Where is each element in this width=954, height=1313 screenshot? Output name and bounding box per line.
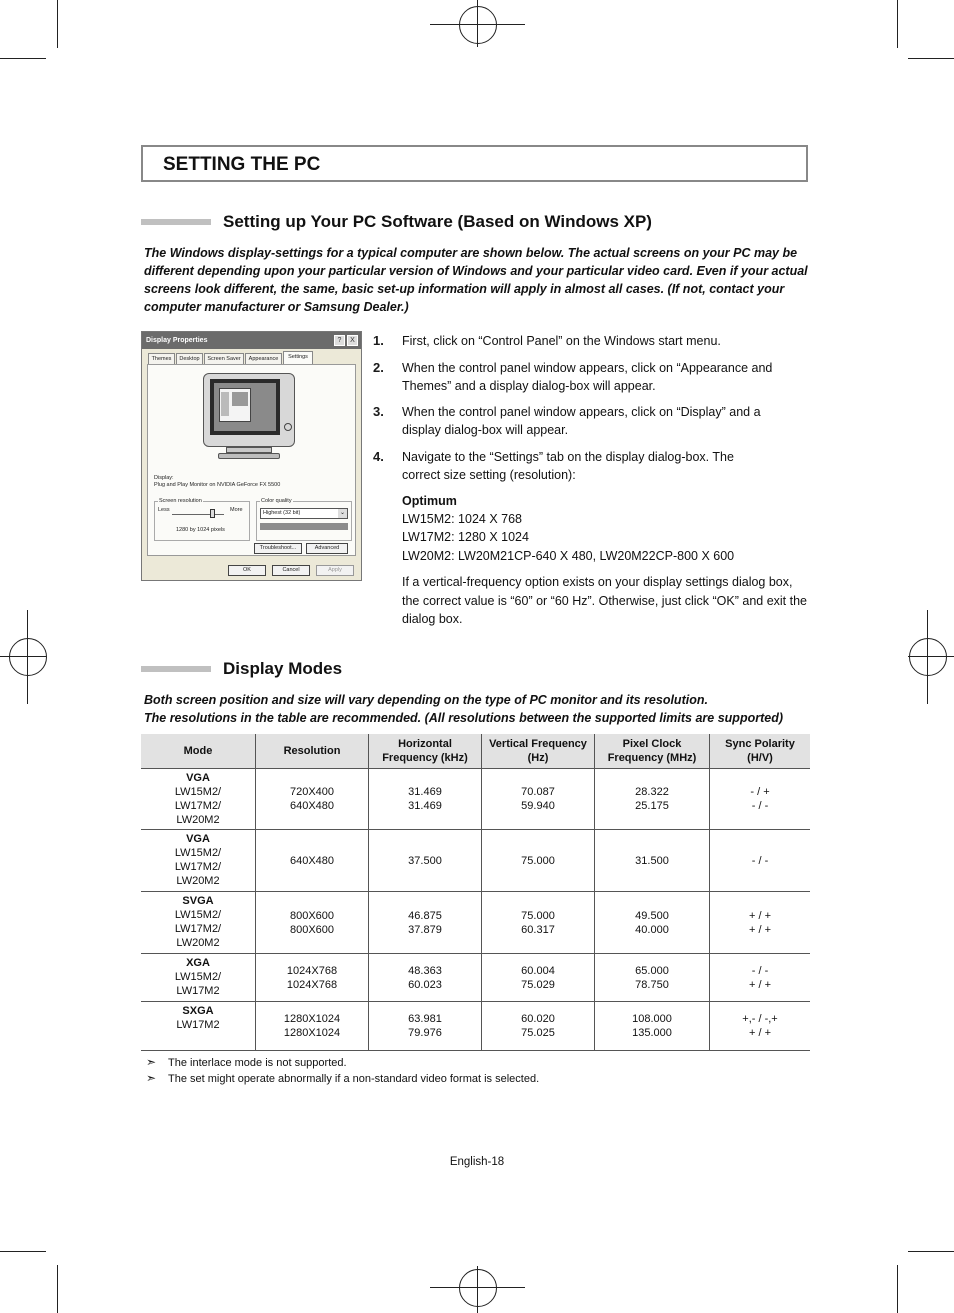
mode-name: VGA	[186, 833, 210, 845]
section-intro: The resolutions in the table are recommended. (All resolutions between the supported limits are supported)	[144, 711, 783, 725]
section-intro: The Windows display-settings for a typical computer are shown below. The actual screens on your PC may be different depending upon your particular version of Windows and your particular video card. Even if your actual screens look different, the same, basic set-up information will apply in almost all cases. (If not, contact your computer manufacturer or Samsung Dealer.)	[144, 246, 808, 314]
crop-mark	[57, 1265, 58, 1313]
column-header: Sync Polarity (H/V)	[710, 734, 811, 769]
step-text: First, click on “Control Panel” on the Windows start menu.	[402, 334, 721, 348]
less-label: Less	[158, 507, 170, 513]
tab-settings[interactable]: Settings	[283, 351, 313, 364]
display-value: Plug and Play Monitor on NVIDIA GeForce FX 5500	[154, 482, 281, 488]
crop-mark	[897, 1265, 898, 1313]
mode-cell	[141, 830, 256, 892]
crop-mark	[908, 58, 954, 59]
horizontal-frequency-cell: 46.875 37.879	[369, 892, 482, 954]
arrow-bullet-icon: ➣	[146, 1071, 157, 1085]
column-header: Pixel Clock Frequency (MHz)	[595, 734, 710, 769]
pixel-clock-cell: 28.322 25.175	[595, 769, 710, 830]
color-bar	[260, 523, 348, 530]
sync-polarity-cell: - / -	[710, 830, 811, 892]
vertical-frequency-cell: 60.020 75.025	[482, 1002, 595, 1051]
vertical-frequency-cell: 70.087 59.940	[482, 769, 595, 830]
section-heading-pc-software: Setting up Your PC Software (Based on Windows XP)	[223, 212, 652, 231]
color-quality-select[interactable]	[260, 508, 348, 519]
display-label: Display:	[154, 475, 174, 481]
dialog-title: Display Properties	[142, 332, 361, 349]
mode-name: XGA	[186, 957, 210, 969]
resolution-cell: 1024X768 1024X768	[256, 954, 369, 1002]
page-title-box	[141, 145, 808, 182]
table-row	[141, 892, 810, 954]
column-header: Horizontal Frequency (kHz)	[369, 734, 482, 769]
mode-name: SVGA	[182, 895, 214, 907]
chevron-down-icon[interactable]: ⌄	[339, 510, 346, 516]
column-header: Mode	[141, 734, 256, 769]
crop-mark	[0, 58, 46, 59]
page-footer: English-18	[449, 1156, 505, 1168]
horizontal-frequency-cell: 63.981 79.976	[369, 1002, 482, 1051]
vertical-frequency-cell: 75.000 60.317	[482, 892, 595, 954]
troubleshoot-button[interactable]: Troubleshoot...	[254, 543, 302, 554]
mode-models: LW15M2/ LW17M2/ LW20M2	[174, 909, 222, 949]
section-heading-display-modes: Display Modes	[223, 659, 343, 678]
vertical-frequency-cell: 60.004 75.029	[482, 954, 595, 1002]
optimum-label: Optimum	[402, 494, 457, 508]
tab-desktop[interactable]: Desktop	[176, 353, 203, 364]
mode-models: LW15M2/ LW17M2/ LW20M2	[174, 786, 222, 826]
mode-cell	[141, 892, 256, 954]
note-text: The interlace mode is not supported.	[168, 1057, 347, 1069]
mode-cell	[141, 769, 256, 830]
sync-polarity-cell: +,- / -,+ + / +	[710, 1002, 811, 1051]
screen-resolution-label: Screen resolution	[159, 498, 202, 504]
resolution-cell: 1280X1024 1280X1024	[256, 1002, 369, 1051]
page-title: SETTING THE PC	[163, 154, 321, 175]
tab-screen-saver[interactable]: Screen Saver	[204, 353, 244, 364]
note	[146, 1071, 539, 1085]
section-intro: Both screen position and size will vary depending on the type of PC monitor and its resolution.	[144, 693, 708, 707]
step-number: 4.	[373, 449, 384, 464]
table-header-row	[141, 734, 810, 769]
section-bar	[141, 666, 211, 672]
frequency-note: If a vertical-frequency option exists on your display settings dialog box, the correct value is “60” or “60 Hz”. Otherwise, just click “OK” and exit the dialog box.	[402, 575, 807, 626]
resolution-cell: 640X480	[256, 830, 369, 892]
mode-name: VGA	[186, 772, 210, 784]
optimum-line: LW17M2: 1280 X 1024	[402, 530, 529, 544]
table-row	[141, 1002, 810, 1051]
step-text: Navigate to the “Settings” tab on the display dialog-box. The correct size setting (resolution):	[402, 450, 734, 482]
ok-button[interactable]: OK	[228, 565, 266, 576]
column-header: Resolution	[256, 734, 369, 769]
resolution-cell: 720X400 640X480	[256, 769, 369, 830]
tab-themes[interactable]: Themes	[148, 353, 175, 364]
apply-button[interactable]: Apply	[316, 565, 354, 576]
note-text: The set might operate abnormally if a non-standard video format is selected.	[168, 1073, 540, 1085]
resolution-slider-thumb[interactable]	[210, 509, 215, 518]
sync-polarity-cell: + / + + / +	[710, 892, 811, 954]
color-quality-value: Highest (32 bit)	[263, 510, 301, 516]
resolution-slider-track[interactable]	[172, 514, 224, 515]
horizontal-frequency-cell: 48.363 60.023	[369, 954, 482, 1002]
pixel-clock-cell: 31.500	[595, 830, 710, 892]
help-button[interactable]: ?	[334, 335, 345, 346]
step-text: When the control panel window appears, click on “Display” and a display dialog-box will appear.	[402, 405, 761, 437]
crop-mark	[897, 0, 898, 48]
optimum-line: LW20M2: LW20M21CP-640 X 480, LW20M22CP-800 X 600	[402, 549, 735, 563]
mode-models: LW15M2/ LW17M2	[174, 971, 222, 997]
mode-name: SXGA	[182, 1005, 214, 1017]
mode-models: LW15M2/ LW17M2/ LW20M2	[174, 847, 222, 887]
arrow-bullet-icon: ➣	[146, 1055, 157, 1069]
pixel-clock-cell: 49.500 40.000	[595, 892, 710, 954]
horizontal-frequency-cell: 31.469 31.469	[369, 769, 482, 830]
crop-mark	[0, 1251, 46, 1252]
pixel-clock-cell: 108.000 135.000	[595, 1002, 710, 1051]
color-quality-label: Color quality	[261, 498, 292, 504]
mode-cell	[141, 954, 256, 1002]
cancel-button[interactable]: Cancel	[272, 565, 310, 576]
section-bar	[141, 219, 211, 225]
advanced-button[interactable]: Advanced	[306, 543, 348, 554]
mode-cell	[141, 1002, 256, 1051]
optimum-line: LW15M2: 1024 X 768	[402, 512, 522, 526]
table-row	[141, 830, 810, 892]
sync-polarity-cell: - / + - / -	[710, 769, 811, 830]
settings-panel	[147, 364, 356, 556]
mode-models: LW17M2	[176, 1019, 220, 1031]
resolution-value: 1280 by 1024 pixels	[176, 527, 225, 533]
table-row	[141, 954, 810, 1002]
tab-appearance[interactable]: Appearance	[245, 353, 282, 364]
more-label: More	[230, 507, 243, 513]
column-header: Vertical Frequency (Hz)	[482, 734, 595, 769]
close-button[interactable]: X	[347, 335, 358, 346]
color-quality-group	[256, 501, 352, 541]
table-row	[141, 769, 810, 830]
vertical-frequency-cell: 75.000	[482, 830, 595, 892]
resolution-cell: 800X600 800X600	[256, 892, 369, 954]
crop-mark	[908, 1251, 954, 1252]
pixel-clock-cell: 65.000 78.750	[595, 954, 710, 1002]
step-text: When the control panel window appears, click on “Appearance and Themes” and a display dialog-box will appear.	[402, 361, 773, 393]
step-number: 1.	[373, 333, 384, 348]
display-modes-table	[141, 734, 810, 1051]
note	[146, 1055, 347, 1069]
crop-mark	[57, 0, 58, 48]
step-number: 3.	[373, 404, 384, 419]
display-properties-dialog	[141, 331, 362, 581]
horizontal-frequency-cell: 37.500	[369, 830, 482, 892]
sync-polarity-cell: - / - + / +	[710, 954, 811, 1002]
step-number: 2.	[373, 360, 384, 375]
